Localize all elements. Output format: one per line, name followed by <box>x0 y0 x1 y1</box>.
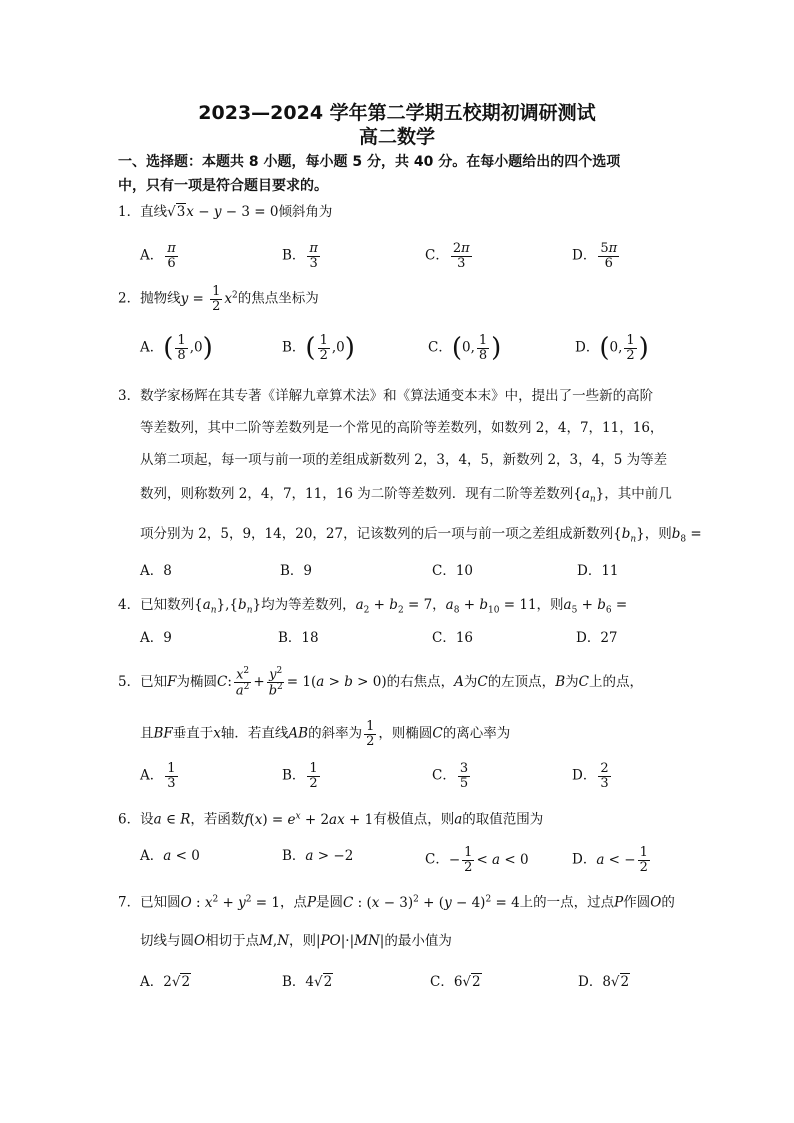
q3-line-4: 数列，则称数列 2，4，7，11，16 为二阶等差数列．现有二阶等差数列$\{a_n\}$，其中前几 <box>140 486 672 505</box>
q6-number: 6． <box>118 811 141 828</box>
q2-option-a: A．( $\frac{1}{8}$ ,0) <box>140 333 213 364</box>
q3-option-c: C．10 <box>432 563 474 579</box>
question-2 <box>118 285 319 313</box>
section-heading-line1: 一、选择题：本题共 8 小题，每小题 5 分，共 40 分。在每小题给出的四个选项 <box>118 154 621 170</box>
q3-line-3: 从第二项起，每一项与前一项的差组成新数列 2，3，4，5，新数列 2，3，4，5 为等差 <box>140 452 668 468</box>
q1-equation: √3x − y − 3 = 0 <box>167 204 279 220</box>
q2-text-post: 的焦点坐标为 <box>237 290 319 307</box>
q7-option-d: D．8√2 <box>578 974 630 990</box>
q5-option-b: B． $\frac{1}{2}$ <box>282 761 318 791</box>
q6-option-a: A．a < 0 <box>140 848 200 864</box>
q1-number: 1． <box>118 204 141 220</box>
q6-option-c: C．− $\frac{1}{2}$ < a < 0 <box>425 845 529 875</box>
q1-option-a: A． $\frac{\pi}{6}$ <box>140 241 176 271</box>
q2-option-c: C．(0, $\frac{1}{8}$ ) <box>428 333 502 364</box>
q7-line-2: 切线与圆O相切于点M,N，则|PO|·|MN|的最小值为 <box>140 933 452 949</box>
q7-option-b: B．4√2 <box>282 974 333 990</box>
q3-option-b: B．9 <box>280 563 313 579</box>
q4-option-d: D．27 <box>576 630 618 646</box>
q2-equation: y = $\frac{1}{2}$ $x^2$ <box>180 284 238 314</box>
q7-option-a: A．2√2 <box>140 974 191 990</box>
q3-line-5: 项分别为 2，5，9，14，20，27，记该数列的后一项与前一项之差组成新数列$\{b_n\}$，则$b_8$ = <box>140 526 702 545</box>
q5-option-a: A． $\frac{1}{3}$ <box>140 761 176 791</box>
q3-line-2: 等差数列，其中二阶等差数列是一个常见的高阶等差数列，如数列 2，4，7，11，16， <box>140 420 664 436</box>
question-1 <box>118 202 332 222</box>
q2-option-d: D．(0, $\frac{1}{2}$ ) <box>575 333 649 364</box>
q3-option-d: D．11 <box>577 563 619 579</box>
q5-line-2: 且BF垂直于x轴．若直线AB的斜率为 $\frac{1}{2}$ ，则椭圆C的离心率为 <box>140 719 511 749</box>
q6-option-b: B．a > −2 <box>282 848 354 864</box>
question-6: 6．设a ∈ R，若函数$f(x) = e^x + 2ax + 1$有极值点，则a的取值范围为 <box>118 811 544 828</box>
q3-option-a: A．8 <box>140 563 172 579</box>
q4-option-c: C．16 <box>432 630 474 646</box>
question-4: 4．已知数列$\{a_n\},\{b_n\}$均为等差数列，$a_2 + b_2 = 7$，$a_8 + b_{10} = 11$，则$a_5 + b_6$ = <box>118 597 628 616</box>
q1-text-post: 倾斜角为 <box>278 204 333 220</box>
q3-number: 3． <box>118 388 141 404</box>
section-heading <box>118 150 688 198</box>
q3-line-1: 3．数学家杨辉在其专著《详解九章算术法》和《算法通变本末》中，提出了一些新的高阶 <box>118 388 654 404</box>
q5-option-d: D． $\frac{2}{3}$ <box>572 761 609 791</box>
q4-option-a: A．9 <box>140 630 172 646</box>
q1-option-c: C． $\frac{2\pi}{3}$ <box>425 241 470 271</box>
q1-option-b: B． $\frac{\pi}{3}$ <box>282 241 318 271</box>
exam-subject: 高二数学 <box>358 126 435 148</box>
q1-option-d: D． $\frac{5\pi}{6}$ <box>572 241 618 271</box>
q7-option-c: C．6√2 <box>430 974 481 990</box>
q6-option-d: D．a < − $\frac{1}{2}$ <box>572 845 648 875</box>
q5-number: 5． <box>118 673 141 690</box>
q5-line-1: 5．已知F为椭圆C: $\frac{x^2}{a^2}$ + $\frac{y^2}{b^2}$ = 1(a > b > 0)的右焦点，A为C的左顶点，B为C上的点， <box>118 666 643 699</box>
section-heading-line2: 中，只有一项是符合题目要求的。 <box>118 178 328 194</box>
exam-title: 2023—2024 学年第二学期五校期初调研测试 <box>198 102 596 124</box>
q2-option-b: B．( $\frac{1}{2}$ ,0) <box>282 333 355 364</box>
q4-option-b: B．18 <box>278 630 319 646</box>
q1-text-pre: 直线 <box>140 204 168 220</box>
q2-number: 2． <box>118 290 141 307</box>
q2-text-pre: 抛物线 <box>140 290 181 307</box>
q7-number: 7． <box>118 894 141 911</box>
q5-option-c: C． $\frac{3}{5}$ <box>432 761 469 791</box>
q7-line-1: 7．已知圆O : $x^2 + y^2 = 1$，点P是圆C : $(x - 3)^2 + (y - 4)^2 = 4$上的一点，过点P作圆O的 <box>118 894 675 911</box>
q4-number: 4． <box>118 597 141 613</box>
